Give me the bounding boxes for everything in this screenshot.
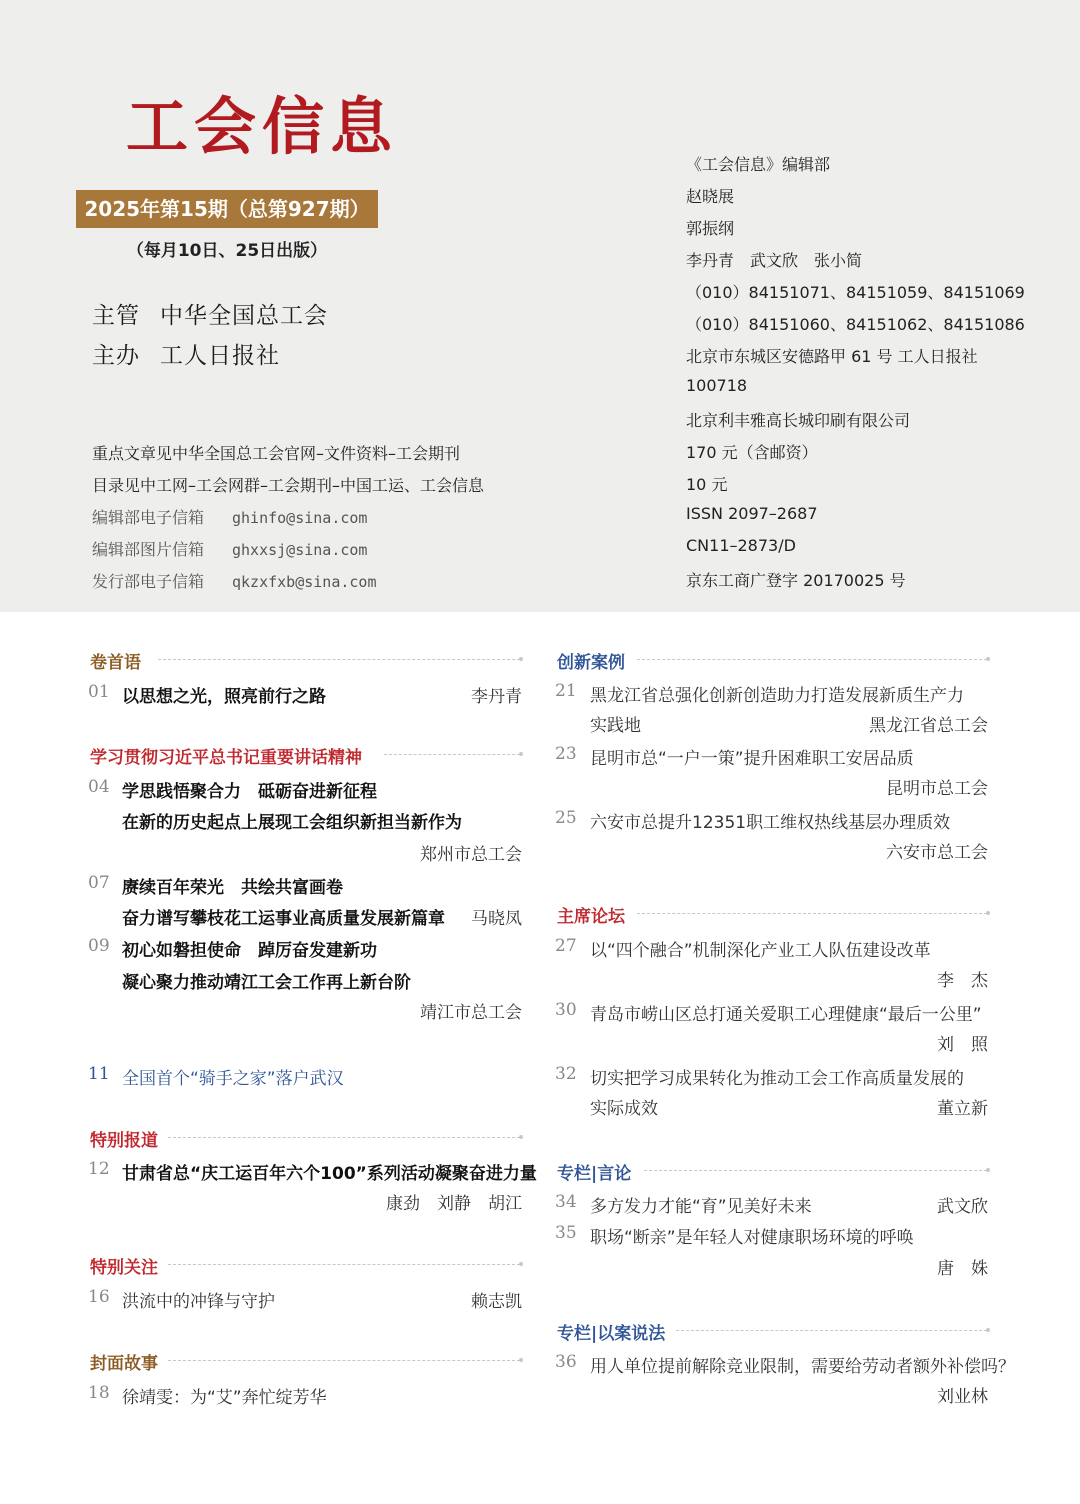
article-title[interactable]: 六安市总提升12351职工维权热线基层办理质效: [590, 813, 951, 833]
section-divider: [384, 754, 520, 755]
article-page-number: 11: [88, 1064, 110, 1084]
email-label: 编辑部图片信箱: [92, 540, 205, 559]
section-divider-dot: [986, 1168, 990, 1172]
article-author: 武文欣: [937, 1197, 988, 1217]
article-page-number: 07: [88, 873, 110, 893]
issue-banner: 2025年第15期（总第927期）: [76, 190, 378, 228]
email-value[interactable]: ghxxsj@sina.com: [232, 541, 368, 559]
article-page-number: 21: [555, 681, 577, 701]
article-page-number: 01: [88, 682, 110, 702]
email-value[interactable]: qkzxfxb@sina.com: [232, 573, 377, 591]
article-title[interactable]: 昆明市总“一户一策”提升困难职工安居品质: [590, 749, 914, 769]
article-title[interactable]: 甘肃省总“庆工运百年六个100”系列活动凝聚奋进力量: [122, 1164, 537, 1184]
section-divider: [158, 659, 520, 660]
email-row: [92, 505, 367, 528]
sponsor-value: 工人日报社: [160, 343, 280, 369]
section-divider-dot: [519, 1135, 523, 1139]
article-title[interactable]: 初心如磐担使命 踔厉奋发建新功: [122, 941, 377, 961]
article-title[interactable]: 洪流中的冲锋与守护: [122, 1292, 275, 1312]
article-page-number: 16: [88, 1287, 110, 1307]
article-page-number: 27: [555, 936, 577, 956]
info-value: 北京市东城区安德路甲 61 号 工人日报社: [686, 347, 978, 366]
article-title[interactable]: 以“四个融合”机制深化产业工人队伍建设改革: [590, 941, 931, 961]
article-title[interactable]: 多方发力才能“育”见美好未来: [590, 1197, 812, 1217]
section-divider: [637, 659, 987, 660]
section-divider: [168, 1264, 520, 1265]
article-author: 郑州市总工会: [420, 845, 522, 865]
article-page-number: 23: [555, 744, 577, 764]
section-divider-dot: [519, 1262, 523, 1266]
article-page-number: 25: [555, 808, 577, 828]
email-value[interactable]: ghinfo@sina.com: [232, 509, 368, 527]
info-value: （010）84151060、84151062、84151086: [686, 315, 1025, 334]
article-author: 刘 照: [937, 1035, 988, 1055]
section-divider-dot: [519, 752, 523, 756]
article-author: 马晓凤: [471, 909, 522, 929]
info-value: 郭振纲: [686, 219, 735, 238]
info-value: 赵晓展: [686, 187, 735, 206]
article-page-number: 34: [555, 1192, 577, 1212]
email-label: 编辑部电子信箱: [92, 508, 205, 527]
article-page-number: 09: [88, 936, 110, 956]
article-title[interactable]: 赓续百年荣光 共绘共富画卷: [122, 878, 343, 898]
section-divider-dot: [519, 657, 523, 661]
section-divider-dot: [519, 1358, 523, 1362]
section-title-innovation-cases: 创新案例: [557, 653, 625, 673]
section-title-column-opinion: 专栏|言论: [557, 1164, 632, 1184]
email-row: [92, 537, 367, 560]
section-divider: [676, 1330, 987, 1331]
article-title[interactable]: 用人单位提前解除竞业限制，需要给劳动者额外补偿吗？: [590, 1357, 1015, 1377]
section-divider-dot: [986, 1328, 990, 1332]
note-catalog: 目录见中工网–工会网群–工会期刊–中国工运、工会信息: [92, 476, 485, 495]
note-website: 重点文章见中华全国总工会官网–文件资料–工会期刊: [92, 444, 461, 463]
section-divider: [168, 1360, 520, 1361]
info-value: 100718: [686, 376, 748, 395]
sponsor-label: 主办: [92, 343, 140, 369]
article-subtitle[interactable]: 实践地: [590, 716, 641, 736]
section-title-chairman-forum: 主席论坛: [557, 907, 625, 927]
article-page-number: 30: [555, 1000, 577, 1020]
article-page-number: 12: [88, 1159, 110, 1179]
supervisor-value: 中华全国总工会: [160, 303, 328, 329]
info-value: 170 元（含邮资）: [686, 443, 818, 462]
article-author: 刘业林: [937, 1387, 988, 1407]
section-divider: [168, 1137, 520, 1138]
article-subtitle[interactable]: 凝心聚力推动靖江工会工作再上新台阶: [122, 973, 411, 993]
article-author: 六安市总工会: [886, 843, 988, 863]
info-value: 《工会信息》编辑部: [686, 155, 831, 174]
article-page-number: 36: [555, 1352, 577, 1372]
article-page-number: 35: [555, 1223, 577, 1243]
article-subtitle[interactable]: 奋力谱写攀枝花工运事业高质量发展新篇章: [122, 909, 445, 929]
info-value: 10 元: [686, 475, 728, 494]
article-page-number: 18: [88, 1383, 110, 1403]
section-divider-dot: [986, 657, 990, 661]
section-divider: [644, 1170, 987, 1171]
article-title[interactable]: 青岛市崂山区总打通关爱职工心理健康“最后一公里”: [590, 1005, 982, 1025]
sponsor-line: [92, 337, 280, 370]
email-row: [92, 569, 377, 592]
article-author: 黑龙江省总工会: [869, 716, 988, 736]
article-subtitle[interactable]: 在新的历史起点上展现工会组织新担当新作为: [122, 813, 462, 833]
article-author: 昆明市总工会: [886, 779, 988, 799]
article-page-number: 32: [555, 1064, 577, 1084]
section-title-preface: 卷首语: [90, 653, 141, 673]
info-value: CN11–2873/D: [686, 536, 796, 555]
article-author: 康劲 刘静 胡江: [386, 1194, 522, 1214]
info-value: 京东工商广登字 20170025 号: [686, 571, 906, 590]
section-divider: [637, 913, 987, 914]
article-author: 赖志凯: [471, 1292, 522, 1312]
article-author: 靖江市总工会: [420, 1003, 522, 1023]
article-author: 李 杰: [937, 971, 988, 991]
publication-frequency: （每月10日、25日出版）: [126, 241, 328, 261]
info-value: （010）84151071、84151059、84151069: [686, 283, 1025, 302]
magazine-logo: 工会信息: [126, 90, 399, 163]
article-author: 李丹青: [471, 687, 522, 707]
article-author: 董立新: [937, 1099, 988, 1119]
section-title-xi-speech: 学习贯彻习近平总书记重要讲话精神: [90, 748, 362, 768]
section-title-special-report: 特别报道: [90, 1131, 158, 1151]
article-author: 唐 姝: [937, 1259, 988, 1279]
section-title-column-law-cases: 专栏|以案说法: [557, 1324, 666, 1344]
supervisor-label: 主管: [92, 303, 140, 329]
article-page-number: 04: [88, 777, 110, 797]
info-value: 北京利丰雅高长城印刷有限公司: [686, 411, 911, 430]
info-value: 李丹青 武文欣 张小简: [686, 251, 863, 270]
article-subtitle[interactable]: 实际成效: [590, 1099, 658, 1119]
info-value: ISSN 2097–2687: [686, 504, 818, 523]
email-label: 发行部电子信箱: [92, 572, 205, 591]
article-title[interactable]: 学思践悟聚合力 砥砺奋进新征程: [122, 782, 377, 802]
section-divider-dot: [986, 911, 990, 915]
article-title[interactable]: 以思想之光，照亮前行之路: [122, 687, 326, 707]
section-title-cover-story: 封面故事: [90, 1354, 158, 1374]
article-title[interactable]: 全国首个“骑手之家”落户武汉: [122, 1069, 344, 1089]
supervisor-line: [92, 297, 328, 330]
article-title[interactable]: 职场“断亲”是年轻人对健康职场环境的呼唤: [590, 1228, 914, 1248]
section-title-special-focus: 特别关注: [90, 1258, 158, 1278]
article-title[interactable]: 黑龙江省总强化创新创造助力打造发展新质生产力: [590, 686, 964, 706]
article-title[interactable]: 徐靖雯：为“艾”奔忙绽芳华: [122, 1388, 327, 1408]
article-title[interactable]: 切实把学习成果转化为推动工会工作高质量发展的: [590, 1069, 964, 1089]
